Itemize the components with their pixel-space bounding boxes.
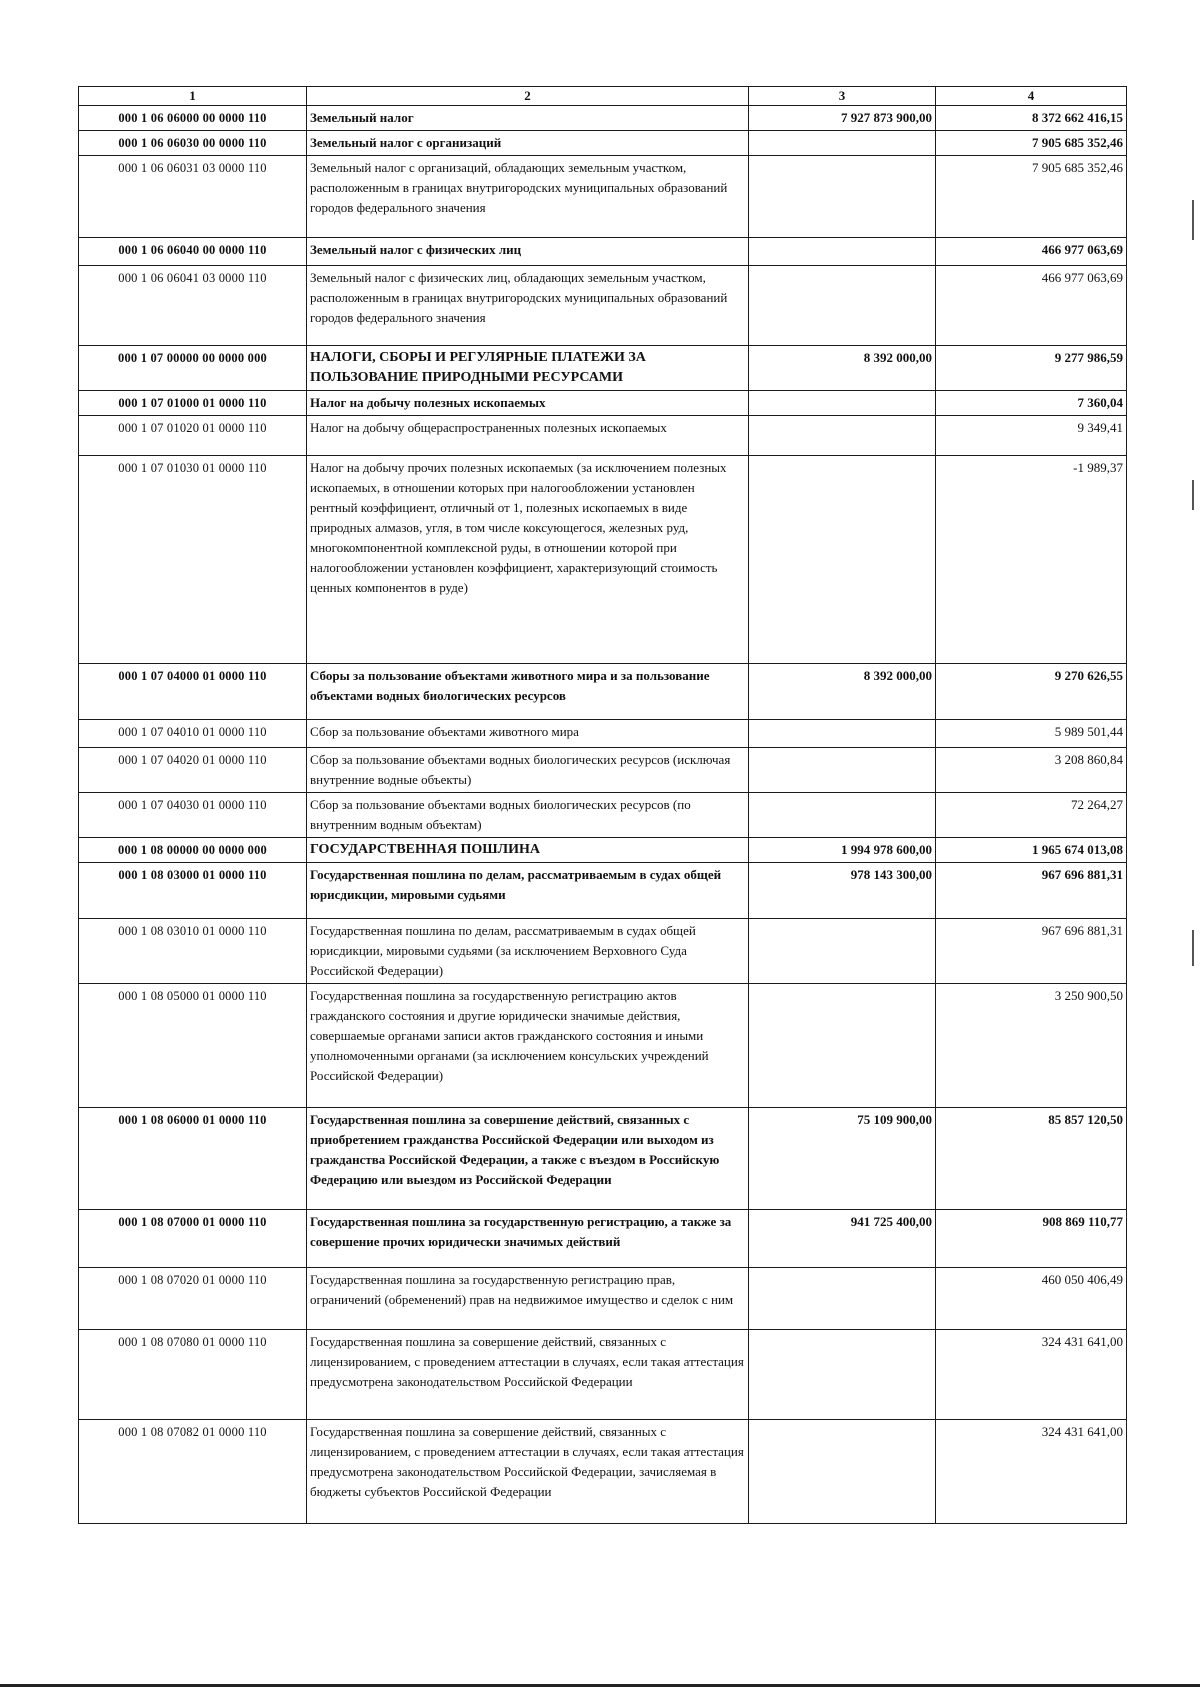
table-row: [79, 131, 1127, 156]
cell-approved-amount: [749, 456, 936, 664]
cell-executed-amount: 3 250 900,50: [936, 984, 1127, 1108]
cell-revenue-name: Налог на добычу полезных ископаемых: [307, 391, 749, 416]
cell-budget-code: 000 1 07 00000 00 0000 000: [79, 346, 307, 391]
cell-executed-amount: 967 696 881,31: [936, 919, 1127, 984]
cell-executed-amount: 9 270 626,55: [936, 664, 1127, 720]
cell-executed-amount: 324 431 641,00: [936, 1420, 1127, 1524]
cell-approved-amount: [749, 919, 936, 984]
cell-executed-amount: 9 349,41: [936, 416, 1127, 456]
cell-executed-amount: 3 208 860,84: [936, 748, 1127, 793]
table-row: [79, 391, 1127, 416]
cell-executed-amount: 5 989 501,44: [936, 720, 1127, 748]
cell-approved-amount: 75 109 900,00: [749, 1108, 936, 1210]
table-row: [79, 156, 1127, 238]
table-row: [79, 793, 1127, 838]
cell-executed-amount: 9 277 986,59: [936, 346, 1127, 391]
cell-executed-amount: 324 431 641,00: [936, 1330, 1127, 1420]
cell-revenue-name: Земельный налог с организаций: [307, 131, 749, 156]
cell-revenue-name: Сбор за пользование объектами животного мира: [307, 720, 749, 748]
table-body: [79, 106, 1127, 1524]
document-sheet: [78, 86, 1126, 1524]
cell-revenue-name: Земельный налог с физических лиц, обладающих земельным участком, расположенным в границах внутригородских муниципальных образований городов федерального значения: [307, 266, 749, 346]
cell-revenue-name: Государственная пошлина за государственную регистрацию актов гражданского состояния и другие юридически значимые действия, совершаемые органами записи актов гражданского состояния и иными уполномоченными органами (за исключением консульских учреждений Российской Федерации): [307, 984, 749, 1108]
cell-executed-amount: -1 989,37: [936, 456, 1127, 664]
table-row: [79, 266, 1127, 346]
cell-budget-code: 000 1 08 03010 01 0000 110: [79, 919, 307, 984]
cell-revenue-name: Государственная пошлина за совершение действий, связанных с приобретением гражданства Российской Федерации или выходом из гражданства Российской Федерации, а также с въездом в Российскую Федерацию или выездом из Российской Федерации: [307, 1108, 749, 1210]
table-row: [79, 984, 1127, 1108]
table-row: [79, 456, 1127, 664]
cell-approved-amount: [749, 391, 936, 416]
table-row: [79, 1210, 1127, 1268]
cell-budget-code: 000 1 07 04020 01 0000 110: [79, 748, 307, 793]
cell-revenue-name: Сборы за пользование объектами животного мира и за пользование объектами водных биологических ресурсов: [307, 664, 749, 720]
cell-budget-code: 000 1 08 07020 01 0000 110: [79, 1268, 307, 1330]
cell-budget-code: 000 1 06 06031 03 0000 110: [79, 156, 307, 238]
cell-approved-amount: [749, 238, 936, 266]
table-row: [79, 664, 1127, 720]
scan-edge-mark: [1192, 200, 1194, 240]
cell-executed-amount: 7 905 685 352,46: [936, 131, 1127, 156]
table-row: [79, 106, 1127, 131]
cell-approved-amount: [749, 1330, 936, 1420]
cell-budget-code: 000 1 07 01030 01 0000 110: [79, 456, 307, 664]
cell-revenue-name: Налог на добычу прочих полезных ископаемых (за исключением полезных ископаемых, в отношении которых при налогообложении установлен рентный коэффициент, отличный от 1, полезных ископаемых в виде природных алмазов, угля, в том числе коксующегося, железных руд, многокомпонентной комплексной руды, в отношении которой при налогообложении установлен коэффициент, характеризующий стоимость ценных компонентов в руде): [307, 456, 749, 664]
cell-approved-amount: [749, 156, 936, 238]
budget-revenue-table: [78, 86, 1127, 1524]
cell-approved-amount: 7 927 873 900,00: [749, 106, 936, 131]
table-row: [79, 1330, 1127, 1420]
cell-executed-amount: 967 696 881,31: [936, 863, 1127, 919]
cell-budget-code: 000 1 07 04030 01 0000 110: [79, 793, 307, 838]
cell-revenue-name: Сбор за пользование объектами водных биологических ресурсов (исключая внутренние водные объекты): [307, 748, 749, 793]
cell-budget-code: 000 1 07 04000 01 0000 110: [79, 664, 307, 720]
table-row: [79, 238, 1127, 266]
cell-approved-amount: [749, 416, 936, 456]
table-row: [79, 748, 1127, 793]
cell-budget-code: 000 1 08 06000 01 0000 110: [79, 1108, 307, 1210]
table-row: [79, 346, 1127, 391]
cell-executed-amount: 8 372 662 416,15: [936, 106, 1127, 131]
cell-revenue-name: Государственная пошлина по делам, рассматриваемым в судах общей юрисдикции, мировыми судьями: [307, 863, 749, 919]
cell-budget-code: 000 1 08 05000 01 0000 110: [79, 984, 307, 1108]
cell-executed-amount: 908 869 110,77: [936, 1210, 1127, 1268]
cell-executed-amount: 466 977 063,69: [936, 266, 1127, 346]
cell-approved-amount: [749, 720, 936, 748]
cell-budget-code: 000 1 07 01000 01 0000 110: [79, 391, 307, 416]
cell-executed-amount: 7 905 685 352,46: [936, 156, 1127, 238]
cell-executed-amount: 72 264,27: [936, 793, 1127, 838]
cell-budget-code: 000 1 07 04010 01 0000 110: [79, 720, 307, 748]
cell-approved-amount: 8 392 000,00: [749, 346, 936, 391]
cell-executed-amount: 85 857 120,50: [936, 1108, 1127, 1210]
table-row: [79, 1268, 1127, 1330]
cell-revenue-name: Государственная пошлина за государственную регистрацию, а также за совершение прочих юридически значимых действий: [307, 1210, 749, 1268]
cell-budget-code: 000 1 06 06041 03 0000 110: [79, 266, 307, 346]
column-header-fact: 4: [936, 87, 1127, 106]
cell-revenue-name: Государственная пошлина по делам, рассматриваемым в судах общей юрисдикции, мировыми судьями (за исключением Верховного Суда Российской Федерации): [307, 919, 749, 984]
cell-approved-amount: [749, 793, 936, 838]
table-row: [79, 838, 1127, 863]
cell-budget-code: 000 1 08 03000 01 0000 110: [79, 863, 307, 919]
cell-approved-amount: [749, 984, 936, 1108]
cell-approved-amount: 978 143 300,00: [749, 863, 936, 919]
cell-revenue-name: Земельный налог с физических лиц: [307, 238, 749, 266]
cell-approved-amount: [749, 1268, 936, 1330]
table-row: [79, 1420, 1127, 1524]
scan-edge-mark: [1192, 930, 1194, 966]
table-row: [79, 863, 1127, 919]
cell-revenue-name: Земельный налог с организаций, обладающих земельным участком, расположенным в границах внутригородских муниципальных образований городов федерального значения: [307, 156, 749, 238]
cell-budget-code: 000 1 08 00000 00 0000 000: [79, 838, 307, 863]
cell-revenue-name: НАЛОГИ, СБОРЫ И РЕГУЛЯРНЫЕ ПЛАТЕЖИ ЗА ПОЛЬЗОВАНИЕ ПРИРОДНЫМИ РЕСУРСАМИ: [307, 346, 749, 391]
cell-budget-code: 000 1 08 07000 01 0000 110: [79, 1210, 307, 1268]
table-row: [79, 919, 1127, 984]
cell-budget-code: 000 1 06 06030 00 0000 110: [79, 131, 307, 156]
table-row: [79, 416, 1127, 456]
cell-budget-code: 000 1 08 07080 01 0000 110: [79, 1330, 307, 1420]
cell-revenue-name: ГОСУДАРСТВЕННАЯ ПОШЛИНА: [307, 838, 749, 863]
column-header-name: 2: [307, 87, 749, 106]
cell-revenue-name: Земельный налог: [307, 106, 749, 131]
cell-revenue-name: Налог на добычу общераспространенных полезных ископаемых: [307, 416, 749, 456]
table-row: [79, 720, 1127, 748]
cell-executed-amount: 460 050 406,49: [936, 1268, 1127, 1330]
cell-budget-code: 000 1 07 01020 01 0000 110: [79, 416, 307, 456]
cell-executed-amount: 1 965 674 013,08: [936, 838, 1127, 863]
cell-executed-amount: 466 977 063,69: [936, 238, 1127, 266]
cell-approved-amount: 941 725 400,00: [749, 1210, 936, 1268]
cell-revenue-name: Государственная пошлина за совершение действий, связанных с лицензированием, с проведением аттестации в случаях, если такая аттестация предусмотрена законодательством Российской Федерации, зачисляемая в бюджеты субъектов Российской Федерации: [307, 1420, 749, 1524]
cell-revenue-name: Государственная пошлина за государственную регистрацию прав, ограничений (обременений) прав на недвижимое имущество и сделок с ним: [307, 1268, 749, 1330]
cell-approved-amount: 8 392 000,00: [749, 664, 936, 720]
cell-approved-amount: [749, 748, 936, 793]
cell-revenue-name: Государственная пошлина за совершение действий, связанных с лицензированием, с проведением аттестации в случаях, если такая аттестация предусмотрена законодательством Российской Федерации: [307, 1330, 749, 1420]
column-header-plan: 3: [749, 87, 936, 106]
cell-budget-code: 000 1 08 07082 01 0000 110: [79, 1420, 307, 1524]
cell-executed-amount: 7 360,04: [936, 391, 1127, 416]
cell-approved-amount: [749, 1420, 936, 1524]
cell-budget-code: 000 1 06 06040 00 0000 110: [79, 238, 307, 266]
cell-budget-code: 000 1 06 06000 00 0000 110: [79, 106, 307, 131]
table-header-row: [79, 87, 1127, 106]
scan-bottom-edge: [0, 1684, 1200, 1687]
cell-approved-amount: [749, 131, 936, 156]
cell-revenue-name: Сбор за пользование объектами водных биологических ресурсов (по внутренним водным объектам): [307, 793, 749, 838]
column-header-code: 1: [79, 87, 307, 106]
cell-approved-amount: 1 994 978 600,00: [749, 838, 936, 863]
cell-approved-amount: [749, 266, 936, 346]
scan-edge-mark: [1192, 480, 1194, 510]
table-row: [79, 1108, 1127, 1210]
